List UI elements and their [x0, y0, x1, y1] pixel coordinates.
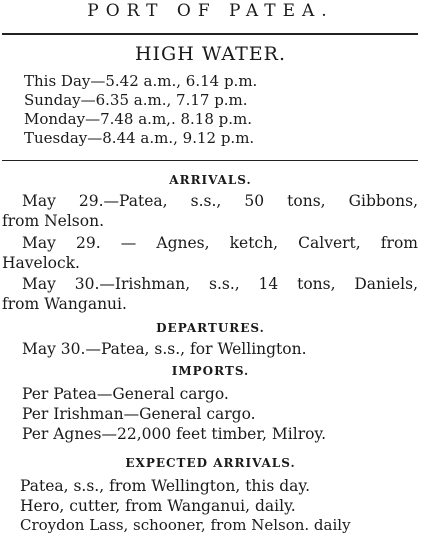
arrival-entry	[2, 234, 418, 273]
expected-entry: Hero, cutter, from Wanganui, daily.	[20, 497, 296, 515]
departures-heading: DEPARTURES.	[156, 321, 265, 335]
import-entry: Per Patea—General cargo.	[22, 385, 229, 403]
import-entry: Per Irishman—General cargo.	[22, 405, 256, 423]
high-water-row: This Day—5.42 a.m., 6.14 p.m.	[24, 72, 258, 90]
imports-heading: IMPORTS.	[171, 364, 250, 378]
section-rule	[2, 160, 418, 161]
expected-entry: Patea, s.s., from Wellington, this day.	[20, 477, 311, 495]
arrival-line: from Wanganui.	[2, 294, 127, 313]
column-title: PORT OF PATEA.	[87, 1, 334, 21]
expected-entry: Croydon Lass, schooner, from Nelson. daily	[20, 516, 351, 534]
high-water-row: Tuesday—8.44 a.m., 9.12 p.m.	[24, 129, 255, 147]
arrival-line: from Nelson.	[2, 211, 104, 230]
high-water-row: Monday—7.48 a.m,. 8.18 p.m.	[24, 110, 253, 128]
expected-arrivals-heading: EXPECTED ARRIVALS.	[125, 456, 296, 470]
import-entry: Per Agnes—22,000 feet timber, Milroy.	[22, 425, 327, 443]
arrival-entry	[2, 192, 418, 231]
arrival-line: May 29. — Agnes, ketch, Calvert, from	[22, 234, 418, 252]
high-water-heading: HIGH WATER.	[134, 43, 286, 65]
arrival-entry	[2, 275, 418, 314]
arrivals-heading: ARRIVALS.	[169, 173, 252, 187]
arrival-line: Havelock.	[2, 253, 80, 272]
arrival-line: May 30.—Irishman, s.s., 14 tons, Daniels,	[22, 275, 418, 293]
arrival-line: May 29.—Patea, s.s., 50 tons, Gibbons,	[22, 192, 418, 210]
high-water-row: Sunday—6.35 a.m., 7.17 p.m.	[24, 91, 248, 109]
title-rule	[2, 33, 418, 35]
departure-entry: May 30.—Patea, s.s., for Wellington.	[22, 340, 307, 358]
